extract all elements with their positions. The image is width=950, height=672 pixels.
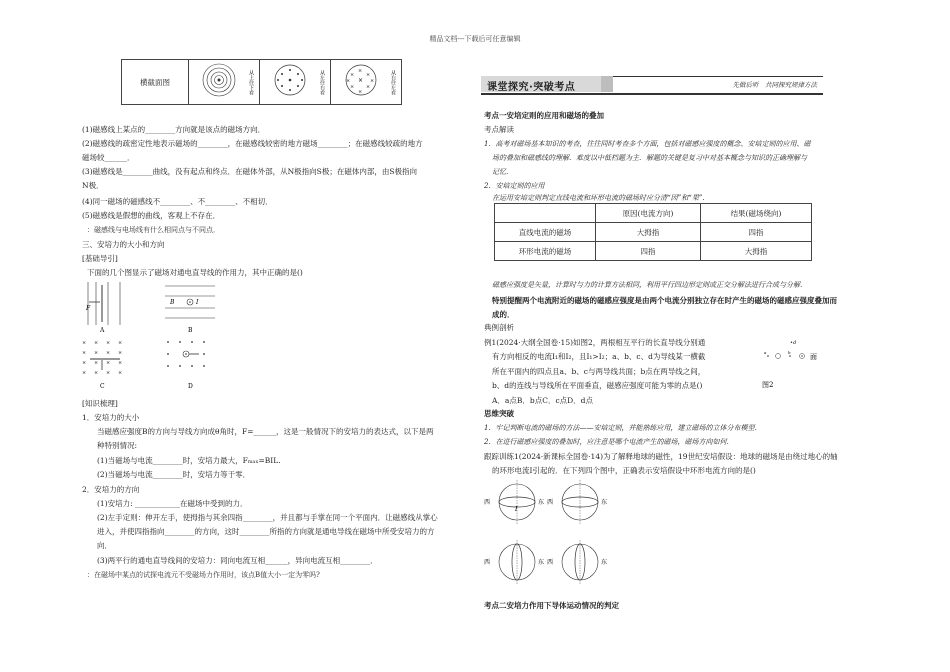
text-line: (1)磁感线上某点的________方向就是该点的磁场方向． bbox=[82, 125, 266, 134]
svg-text:东: 东 bbox=[538, 499, 545, 506]
svg-text:I: I bbox=[515, 506, 518, 513]
svg-text:×: × bbox=[94, 370, 99, 376]
globe-figures bbox=[482, 478, 612, 598]
svg-text:×: × bbox=[82, 360, 87, 366]
svg-text:西: 西 bbox=[484, 559, 491, 566]
globe-c bbox=[484, 540, 544, 584]
table-cell: 四指 bbox=[701, 223, 812, 242]
figure-a bbox=[85, 282, 120, 334]
text-line: 2．在进行磁感应强度的叠加时，应注意是哪个电流产生的磁场，磁场方向如何． bbox=[484, 438, 734, 446]
text-line: (4)同一磁场的磁感线不________、不________、不相切． bbox=[82, 197, 273, 206]
table-cell: 环形电流的磁场 bbox=[495, 242, 596, 261]
svg-text:×: × bbox=[82, 350, 87, 356]
svg-text:×: × bbox=[118, 360, 123, 366]
svg-text:×: × bbox=[118, 370, 123, 376]
text-line: 当磁感应强度B的方向与导线方向成θ角时，F=______，这是一般情况下的安培力的表达式，以下是两 bbox=[97, 427, 434, 436]
text-line: 种特别情况: bbox=[97, 441, 138, 450]
text-line: 进入，并使四指指向________的方向，这时________所指的方向就是通电导线在磁场中所受安培力的方 bbox=[97, 527, 435, 536]
table-cell: 直线电流的磁场 bbox=[495, 223, 596, 242]
svg-text:×: × bbox=[94, 350, 99, 356]
table-cell: 大拇指 bbox=[701, 242, 812, 261]
svg-text:B: B bbox=[170, 299, 175, 306]
text-line: (3)两平行的通电直导线间的安培力：同向电流互相______，异向电流互相________． bbox=[97, 556, 378, 565]
text-line: 向． bbox=[97, 541, 112, 550]
svg-text:•d: •d bbox=[790, 340, 797, 346]
table-cell: 大拇指 bbox=[596, 223, 701, 242]
text-line: 1．安培力的大小 bbox=[82, 413, 140, 422]
svg-text:×: × bbox=[366, 72, 371, 78]
label-d: D bbox=[188, 383, 193, 390]
svg-text:东: 东 bbox=[601, 559, 608, 566]
svg-text:×: × bbox=[118, 340, 123, 346]
svg-text:×: × bbox=[94, 360, 99, 366]
topic-heading: 考点二安培力作用下导体运动情况的判定 bbox=[484, 601, 619, 610]
svg-text:×: × bbox=[346, 78, 351, 84]
svg-text:西: 西 bbox=[547, 499, 554, 506]
svg-text:东: 东 bbox=[538, 559, 545, 566]
svg-text:F: F bbox=[86, 305, 91, 312]
sub-heading: 思维突破 bbox=[484, 409, 514, 418]
svg-text:西: 西 bbox=[484, 499, 491, 506]
sub-heading: 考点解读 bbox=[484, 125, 514, 134]
section-heading: 三、安培力的大小和方向 bbox=[82, 240, 165, 249]
text-line: 在运用安培定则判定直线电流和环形电流的磁场时应分清“因”和“果”． bbox=[492, 194, 710, 202]
example-line: 所在平面内的四点且a、b、c与两导线共面；b点在两导线之间， bbox=[492, 367, 706, 376]
topic-heading: 考点一安培定则的应用和磁场的叠加 bbox=[484, 111, 604, 120]
globe-b bbox=[547, 480, 607, 524]
note-line: ：磁感线与电场线有什么相同点与不同点． bbox=[87, 226, 220, 234]
svg-text:×: × bbox=[358, 77, 364, 84]
svg-text:×: × bbox=[106, 350, 111, 356]
concentric-rings-figure bbox=[189, 60, 259, 100]
figure-b bbox=[165, 286, 215, 334]
highlight-line: 特别提醒两个电流附近的磁场的磁感应强度是由两个电流分别独立存在时产生的磁场的磁感应强度叠加而 bbox=[492, 296, 837, 305]
dotted-circle-figure-1 bbox=[260, 60, 330, 100]
question-line: 下面的几个图显示了磁场对通电直导线的作用力，其中正确的是() bbox=[87, 268, 303, 277]
sub-heading: [基础导引] bbox=[82, 254, 118, 263]
svg-text:×: × bbox=[106, 360, 111, 366]
sub-heading: [知识梳理] bbox=[82, 399, 118, 408]
figure-right-view bbox=[331, 60, 402, 105]
highlight-line: 成的． bbox=[492, 310, 515, 319]
banner-title: 课堂探究·突破考点 bbox=[487, 82, 576, 93]
text-line: (2)当磁场与电流________时，安培力等于零． bbox=[97, 470, 251, 479]
svg-text:×: × bbox=[94, 340, 99, 346]
svg-text:东: 东 bbox=[601, 499, 608, 506]
fig1-label: 从上往下看 bbox=[248, 70, 254, 95]
sub-heading: 典例剖析 bbox=[484, 323, 514, 332]
example-line: 有方向相反的电流I₁和I₂，且I₁>I₂；a、b、c、d为导线某一横截 bbox=[492, 352, 706, 361]
dotted-circle-figure-2 bbox=[331, 60, 401, 100]
ampere-rule-table bbox=[494, 203, 812, 261]
banner-subtitle: 先做后听 共同探究规律方法 bbox=[732, 81, 817, 89]
text-line: (2)磁感线的疏密定性地表示磁场的________，在磁感线较密的地方磁场________；在磁感线较疏的地方 bbox=[82, 139, 423, 148]
cross-section-table bbox=[121, 59, 402, 105]
svg-text:×: × bbox=[370, 78, 375, 84]
text-line: N极． bbox=[82, 181, 104, 190]
training-line: 跟踪训练1(2024·新课标全国卷·14)为了解释地球的磁性，19世纪安培假设：地球的磁场是由绕过地心的轴 bbox=[484, 452, 838, 461]
figure-caption: 图2 bbox=[762, 381, 774, 389]
fig2-label: 从左往右看 bbox=[319, 70, 325, 95]
text-line: 2．安培定则的应用 bbox=[484, 182, 545, 190]
text-line: (3)磁感线是________曲线，没有起点和终点．在磁体外部，从N极指向S极；在磁体内部，由S极指向 bbox=[82, 167, 417, 176]
text-line: (1)当磁场与电流________时，安培力最大，Fₘₐₓ=BIL. bbox=[97, 456, 281, 465]
svg-text:a: a bbox=[764, 350, 767, 355]
svg-text:×: × bbox=[118, 350, 123, 356]
svg-text:b: b bbox=[788, 350, 791, 355]
table-cell: 四指 bbox=[596, 242, 701, 261]
text-line: (2)左手定则：伸开左手，使拇指与其余四指________，并且都与手掌在同一个平面内．让磁感线从掌心 bbox=[97, 513, 438, 522]
figure-c bbox=[82, 340, 122, 390]
text-line: 1．牢记判断电流的磁场的方法——安培定则，并能熟练应用，建立磁场的立体分布模型． bbox=[484, 424, 762, 432]
label-a: A bbox=[100, 327, 105, 334]
svg-text:×: × bbox=[358, 89, 363, 95]
svg-text:×: × bbox=[350, 84, 355, 90]
example-figure-2 bbox=[760, 335, 830, 390]
globe-d bbox=[547, 540, 607, 584]
svg-text:×: × bbox=[106, 370, 111, 376]
section-banner bbox=[481, 76, 823, 92]
note-line: ：在磁场中某点的试探电流元不受磁场力作用时，该点B值大小一定为零吗? bbox=[87, 571, 320, 579]
example-line: 例1(2024·大纲全国卷·15)如图2，两根相互平行的长直导线分别通 bbox=[484, 338, 706, 347]
figure-top-view bbox=[189, 60, 260, 105]
table-header: 结果(磁场绕向) bbox=[701, 204, 812, 223]
text-line: (5)磁感线是假想的曲线，客观上不存在． bbox=[82, 211, 221, 220]
svg-text:×: × bbox=[350, 72, 355, 78]
ampere-force-figures bbox=[80, 280, 260, 395]
svg-text:I: I bbox=[196, 299, 199, 306]
label-b: B bbox=[188, 327, 193, 334]
svg-text:×: × bbox=[106, 340, 111, 346]
header-watermark: 精品文档---下载后可任意编辑 bbox=[429, 35, 521, 43]
figure-face-label: 面 bbox=[810, 353, 817, 361]
svg-text:×: × bbox=[358, 68, 363, 74]
table-header: 原因(电流方向) bbox=[596, 204, 701, 223]
figure-left-view bbox=[260, 60, 331, 105]
text-line: (1)安培力: ____________在磁场中受到的力． bbox=[97, 499, 248, 508]
example-line: b、d的连线与导线所在平面垂直，磁感应强度可能为零的点是() bbox=[492, 381, 703, 390]
globe-a bbox=[484, 480, 544, 524]
text-line: 记忆． bbox=[492, 168, 513, 176]
fig3-label: 从右往左看 bbox=[390, 70, 396, 95]
text-line: 磁场较______． bbox=[82, 153, 135, 162]
label-c: C bbox=[100, 383, 105, 390]
svg-text:×: × bbox=[82, 340, 87, 346]
text-line: 2．安培力的方向 bbox=[82, 485, 140, 494]
text-line: 磁感应强度是矢量，计算时与力的计算方法相同，利用平行四边形定则或正交分解法进行合成与分解． bbox=[492, 281, 807, 289]
svg-text:西: 西 bbox=[547, 559, 554, 566]
figure-d bbox=[167, 341, 205, 390]
text-line: 1．高考对磁场基本知识的考查，往往同时考查多个方面，包括对磁感应强度的概念、安培定则的应用、磁 bbox=[484, 140, 811, 148]
training-line: 的环形电流I引起的．在下列四个图中，正确表示安培假设中环形电流方向的是() bbox=[492, 466, 756, 475]
text-line: 场的叠加和磁感线的理解．难度以中低档题为主．解题的关键是复习中对基本概念与知识的正确理解与 bbox=[492, 154, 807, 162]
svg-text:×: × bbox=[366, 84, 371, 90]
table-row-label: 横截面图 bbox=[122, 60, 189, 105]
svg-text:×: × bbox=[82, 370, 87, 376]
example-options: A．a点B．b点C．c点D．d点 bbox=[492, 396, 593, 405]
